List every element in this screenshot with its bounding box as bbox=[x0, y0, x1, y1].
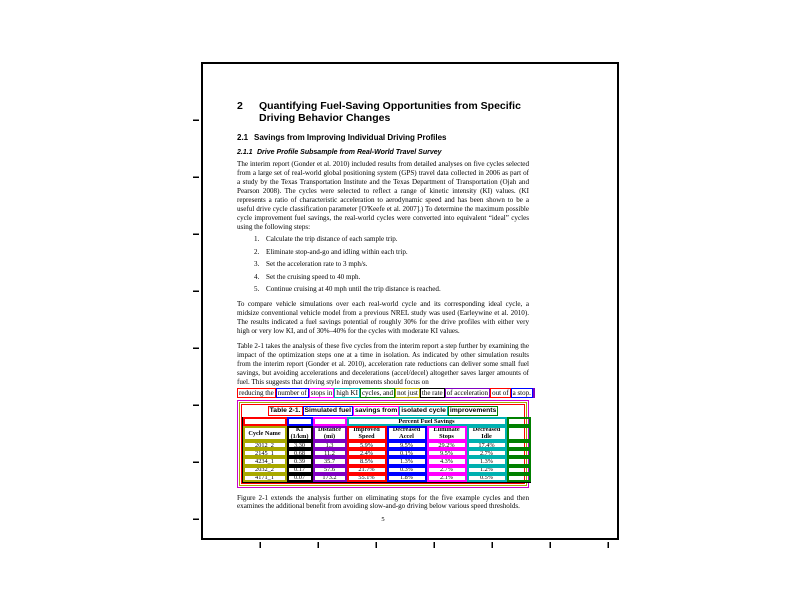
ocr-word-box: of acceleration bbox=[446, 388, 489, 397]
report-page bbox=[203, 64, 617, 538]
table-caption bbox=[242, 405, 524, 417]
table-row bbox=[243, 474, 531, 482]
table-cell: 17.4% bbox=[467, 441, 507, 449]
list-item-number: 3. bbox=[254, 260, 260, 269]
axis-ticks-left bbox=[193, 64, 199, 538]
ocr-word-box: savings from bbox=[354, 406, 398, 414]
table-cell bbox=[287, 417, 313, 425]
ocr-word-box: the rate bbox=[421, 388, 443, 397]
list-item-text: Eliminate stop-and-go and idling within each trip. bbox=[266, 247, 408, 256]
subsubsection-number: 2.1.1 bbox=[237, 149, 253, 156]
table-cell bbox=[507, 441, 531, 449]
list-item-text: Set the cruising speed to 40 mph. bbox=[266, 272, 361, 281]
section-number: 2 bbox=[237, 100, 243, 112]
table-header-cell: Decreased Accel bbox=[387, 426, 427, 441]
table-2-1 bbox=[242, 417, 531, 483]
paragraph-table-intro: Table 2-1 takes the analysis of these five cycles from the interim report a step further by examining the impact of the optimization steps one at a time in isolation. As indicated by other simulation results from the interim report (Gonder et al. 2010), acceleration rate reductions can deliver some small fuel savings, but avoiding accelerations and decelerations (accel/decel) altogether saves larger amounts of fuel. This suggests that driving style improvements should focus on bbox=[237, 341, 529, 386]
table-cell: 1.8% bbox=[387, 474, 427, 482]
table-group-header: Percent Fuel Savings bbox=[347, 417, 507, 425]
table-cell bbox=[507, 457, 531, 465]
table-group-row bbox=[243, 417, 531, 425]
table-cell bbox=[313, 417, 347, 425]
table-cell: 29.2% bbox=[427, 441, 467, 449]
ocr-word-box: a stop. bbox=[512, 388, 531, 397]
table-cell: 35.7 bbox=[313, 457, 347, 465]
table-annotation-box-mid bbox=[239, 402, 527, 486]
table-cell: 0.07 bbox=[287, 474, 313, 482]
paragraph-figure: Figure 2-1 extends the analysis further on eliminating stops for the five example cycles and then examines the additional benefit from avoiding slow-and-go driving below various speed thresholds. bbox=[237, 493, 529, 511]
table-cell: 2012_2 bbox=[243, 441, 287, 449]
list-item bbox=[237, 235, 529, 244]
axis-ticks-bottom bbox=[203, 542, 617, 548]
table-cell: 0.68 bbox=[287, 449, 313, 457]
table-cell: 1.3% bbox=[467, 457, 507, 465]
ocr-word-box: Simulated fuel bbox=[304, 406, 351, 414]
table-header-cell: Decreased Idle bbox=[467, 426, 507, 441]
table-cell: 173.2 bbox=[313, 474, 347, 482]
ocr-word-box: reducing the bbox=[239, 388, 274, 397]
subsection-heading bbox=[237, 133, 529, 143]
subsubsection-title: Drive Profile Subsample from Real-World Travel Survey bbox=[257, 149, 442, 156]
list-item-text: Set the acceleration rate to 3 mph/s. bbox=[266, 260, 368, 269]
subsection-number: 2.1 bbox=[237, 133, 249, 142]
table-cell: 1.2% bbox=[467, 466, 507, 474]
table-cell: 2.7% bbox=[467, 449, 507, 457]
table-cell: 2032_2 bbox=[243, 466, 287, 474]
list-item-text: Continue cruising at 40 mph until the trip distance is reached. bbox=[266, 284, 441, 293]
table-header-cell: Cycle Name bbox=[243, 426, 287, 441]
ocr-word-box: number of bbox=[277, 388, 307, 397]
table-cell bbox=[507, 417, 531, 425]
ocr-word-box: Table 2-1. bbox=[269, 406, 301, 414]
page-content bbox=[237, 100, 529, 523]
list-item bbox=[237, 285, 529, 294]
table-cell: 0.39 bbox=[287, 457, 313, 465]
table-row bbox=[243, 457, 531, 465]
table-row bbox=[243, 466, 531, 474]
table-cell bbox=[507, 449, 531, 457]
table-cell: 0.17 bbox=[287, 466, 313, 474]
paragraph-intro: The interim report (Gonder et al. 2010) included results from detailed analyses on five cycles selected from a large set of real-world global positioning system (GPS) travel data collected in 2006 as part of a study by the Texas Transportation Institute and the Texas Department of Transportation (Ojah and Pearson 2008). The cycles were selected to reflect a range of kinetic intensity (KI) values. (KI represents a ratio of characteristic acceleration to aerodynamic speed and has been shown to be a useful drive cycle classification parameter [O'Keefe et al. 2007].) To determine the maximum possible cycle improvement fuel savings, the real-world cycles were converted into equivalent “ideal” cycles using the following steps: bbox=[237, 160, 529, 231]
table-header-row bbox=[243, 426, 531, 441]
table-cell: 4.3% bbox=[427, 457, 467, 465]
table-row bbox=[243, 441, 531, 449]
list-item-number: 5. bbox=[254, 284, 260, 293]
table-cell: 9.5% bbox=[427, 449, 467, 457]
list-item bbox=[237, 260, 529, 269]
ocr-word-box: cycles, and bbox=[361, 388, 394, 397]
list-item-text: Calculate the trip distance of each sample trip. bbox=[266, 235, 398, 244]
page-number: 5 bbox=[381, 515, 385, 523]
table-header-cell: Distance (mi) bbox=[313, 426, 347, 441]
table-cell: 2.4% bbox=[347, 449, 387, 457]
list-item bbox=[237, 273, 529, 282]
ocr-word-box: improvements bbox=[449, 406, 497, 414]
table-cell: 4171_1 bbox=[243, 474, 287, 482]
table-header-cell: KI (1/km) bbox=[287, 426, 313, 441]
table-cell bbox=[243, 417, 287, 425]
table-cell: 4234_1 bbox=[243, 457, 287, 465]
table-cell: 0.3% bbox=[387, 466, 427, 474]
table-annotation-box-outer bbox=[237, 400, 529, 488]
table-cell: 2145_1 bbox=[243, 449, 287, 457]
table-cell: 0.1% bbox=[387, 449, 427, 457]
numbered-list bbox=[237, 235, 529, 294]
table-cell: 2.7% bbox=[427, 466, 467, 474]
ocr-word-box: isolated cycle bbox=[401, 406, 446, 414]
paragraph-comparison: To compare vehicle simulations over each real-world cycle and its corresponding ideal cycle, a midsize conventional vehicle model from a previous NREL study was used (Earleywine et al. 2010). The results indicated a fuel savings potential of roughly 30% for the drive profiles with either very high or very low KI, and of 30%–40% for the cycles with moderate KI values. bbox=[237, 299, 529, 335]
table-cell: 55.1% bbox=[347, 474, 387, 482]
table-header-cell: Improved Speed bbox=[347, 426, 387, 441]
table-cell: 1.3 bbox=[313, 441, 347, 449]
ocr-word-box: high KI bbox=[336, 388, 358, 397]
ocr-annotated-line bbox=[237, 388, 529, 398]
table-cell: 2.1% bbox=[427, 474, 467, 482]
table-cell: 0.5% bbox=[467, 474, 507, 482]
table-row bbox=[243, 449, 531, 457]
section-heading bbox=[237, 100, 529, 124]
table-cell: 9.5% bbox=[387, 441, 427, 449]
table-cell: 3.30 bbox=[287, 441, 313, 449]
table-annotation-box-inner bbox=[241, 404, 525, 484]
page-image-frame bbox=[201, 62, 619, 540]
table-cell: 21.7% bbox=[347, 466, 387, 474]
table-cell bbox=[507, 474, 531, 482]
table-cell: 8.5% bbox=[347, 457, 387, 465]
ocr-word-box: not just bbox=[397, 388, 418, 397]
table-cell: 11.2 bbox=[313, 449, 347, 457]
table-cell: 57.6 bbox=[313, 466, 347, 474]
list-item bbox=[237, 248, 529, 257]
table-cell: 1.3% bbox=[387, 457, 427, 465]
list-item-number: 2. bbox=[254, 247, 260, 256]
table-cell: 5.9% bbox=[347, 441, 387, 449]
table-header-cell: Eliminate Stops bbox=[427, 426, 467, 441]
section-title: Quantifying Fuel-Saving Opportunities from Specific Driving Behavior Changes bbox=[259, 100, 521, 124]
table-cell bbox=[507, 466, 531, 474]
table-cell bbox=[507, 426, 531, 441]
subsubsection-heading bbox=[237, 148, 529, 157]
ocr-word-box bbox=[533, 388, 535, 398]
ocr-word-box: out of bbox=[492, 388, 509, 397]
ocr-word-box: stops in bbox=[310, 388, 333, 397]
list-item-number: 4. bbox=[254, 272, 260, 281]
list-item-number: 1. bbox=[254, 235, 260, 244]
subsection-title: Savings from Improving Individual Driving Profiles bbox=[254, 133, 447, 142]
